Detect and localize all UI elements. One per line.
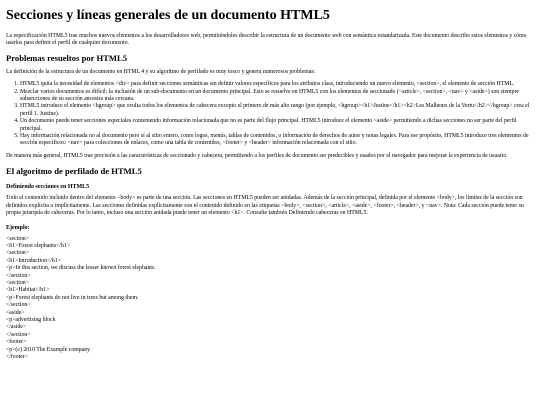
sub-heading-defining-sections: Definiendo secciones en HTML5 — [6, 184, 90, 191]
problems-closing: De manera más general, HTML5 trae precisión a las características de seccionado y cabecera, permitiendo a los perfiles de documento ser predecibles y usados por el navegador para mejorar la experiencia de usuario. — [6, 152, 508, 159]
example-label: Ejemplo: — [6, 224, 30, 231]
code-example — [6, 236, 534, 362]
code-line: <aside> — [6, 309, 25, 316]
code-line: <section> — [6, 279, 29, 286]
code-line: <p>advertising block — [6, 316, 56, 323]
defining-sections-paragraph: Todo el contenido incluido dentro del elemento <body> es parte de una sección. Las secciones en HTML5 pueden ser anidadas. Además de la sección principal, definida por el elemento <body>, los límites de la sección son definidos explícita o implícitamente. Las secciones definidas explícitamente son el contenido definido en las etiquetas <body>, <section>, <article>, <aside>, <footer>, <header>, y <nav>. Nota: Cada sección puede tener su propia jerarquía de cabeceras. Por lo tanto, incluso una sección anidada puede tener un elemento <h1>. Consulte también Definiendo cabeceras en HTML5. — [6, 195, 524, 217]
code-line: <h1>Introduction</h1> — [6, 257, 61, 264]
code-line: </section> — [6, 302, 31, 309]
code-line: <p>Forest elephants do not live in trees but among them. — [6, 294, 139, 301]
page-title: Secciones y líneas generales de un documento HTML5 — [6, 8, 330, 23]
code-line: <h1>Habitat</h1> — [6, 287, 50, 294]
code-line: </section> — [6, 331, 31, 338]
intro-paragraph: La especificación HTML5 trae muchos nuevos elementos a los desarrolladores web, permitiéndoles describir la estructura de un documento web con semántica estandarizada. Este documento describe estos elementos y cómo usarlos para definir el perfil de cualquier documento. — [6, 33, 527, 47]
section-heading-problems: Problemas resueltos por HTML5 — [6, 52, 128, 63]
code-line: <p>In this section, we discuss the lesser known forest elephants. — [6, 265, 156, 272]
code-line: <section> — [6, 250, 29, 257]
code-line: <h1>Forest elephants</h1> — [6, 242, 71, 249]
code-line: </section> — [6, 272, 31, 279]
list-item: 1. HTML5 quita la necesidad de elementos <div> para definir secciones semánticas sin definir valores específicos para los atributos class, introduciendo un nuevo elemento, <section>, el elemento de sección HTML. — [20, 81, 534, 88]
code-line: <section> — [6, 235, 29, 242]
list-item: 3. HTML5 introduce el elemento <hgroup> que oculta todos los elementos de cabecera excepto el primero de más alto rango (por ejemplo, <hgroup><h1>Justine</h1><h2>Les Malheurs de la Vertu</h2></hgroup> crea el perfil 1. Justine). — [20, 103, 534, 118]
list-item: 2. Mezclar varios documentos es difícil: la inclusión de un sub-documento en un documento principal. Esto se resuelve en HTML5 con los elementos de seccionado (<article>, <section>, <nav> y <aside>) son siempre subsecciones de su sección ancestra más cercana. — [20, 89, 534, 104]
code-line: </aside> — [6, 324, 27, 331]
code-line: <p>(c) 2010 The Example company — [6, 346, 91, 353]
list-item: 4. Un documento puede tener secciones especiales conteniendo información relacionada que no es parte del flujo principal. HTML5 introduce el elemento <aside> permitiendo a dichas secciones no ser parte del perfil principal. — [20, 118, 534, 133]
section-heading-algorithm: El algoritmo de perfilado de HTML5 — [6, 166, 142, 177]
problems-list — [6, 81, 534, 148]
code-line: <footer> — [6, 339, 27, 346]
problems-lead: La definición de la estructura de un documento en HTML 4 y su algoritmo de perfilado es muy tosco y genera numerosos problemas: — [6, 68, 316, 75]
list-item: 5. Hay información relacionada no al documento pero sí al sitio entero, como logos, menús, tablas de contenidos, o información de derechos de autor y notas legales. Para ese propósito, HTML5 introduce tres elementos de sección específicos: <nav> para colecciones de enlaces, como una tabla de contenidos, <footer> y <header> información relacionada con el sitio. — [20, 133, 534, 148]
code-line: </footer> — [6, 354, 28, 360]
